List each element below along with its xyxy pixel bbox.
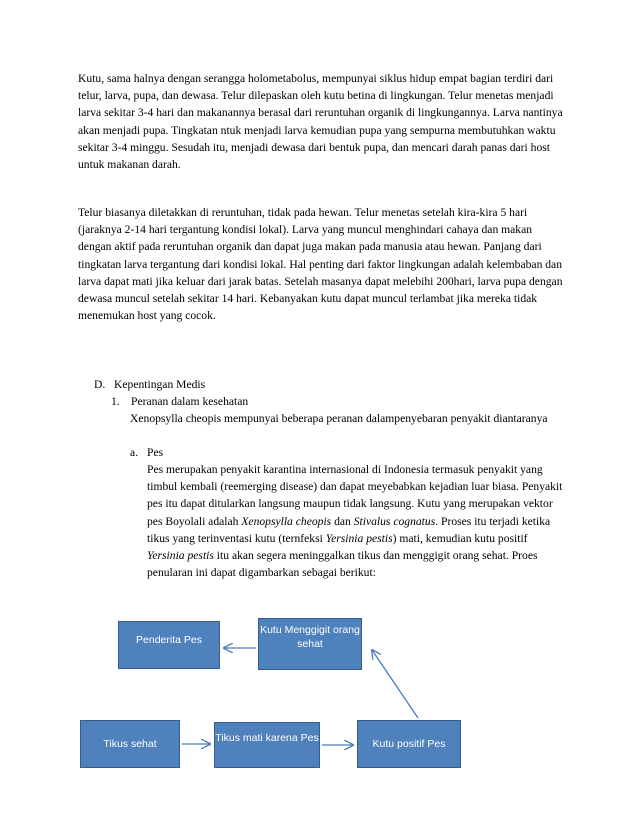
species-xenopsylla: Xenopsylla cheopis bbox=[241, 514, 332, 528]
box-kutu-positif: Kutu positif Pes bbox=[357, 720, 461, 768]
subsection-description: Xenopsylla cheopis mempunyai beberapa peranan dalampenyebaran penyakit diantaranya bbox=[130, 412, 548, 425]
paragraph-life-cycle: Kutu, sama halnya dengan serangga holometabolus, mempunyai siklus hidup empat bagian terdiri dari telur, larva, pupa, dan dewasa. Telur dilepaskan oleh kutu betina di lingkungan. Telur menetas menjadi larva sekitar 3-4 hari dan makanannya berasal dari reruntuhan organik di lingkungannya. Larva nantinya akan menjadi pupa. Tingkatan ntuk menjadi larva kemudian pupa yang sempurna membutuhkan waktu sekitar 3-4 minggu. Sesudah itu, menjadi dewasa dari bentuk pupa, dan mencari darah panas dari host untuk makanan darah. bbox=[78, 72, 563, 172]
box-penderita-pes: Penderita Pes bbox=[118, 621, 220, 669]
pes-text-1: Pes merupakan penyakit karantina internasional di Indonesia termasuk penyakit yang timbul kembali (reemerging disease) dan dapat meyebabkan kejadian luar biasa. Penyakit pes itu dapat ditularkan langsung maupun tidak langsung. Kutu yang merupakan vektor pes Boyolali adalah bbox=[147, 463, 563, 528]
subsection-marker: 1. bbox=[111, 395, 120, 408]
pes-text-2: dan bbox=[331, 514, 354, 528]
arrow-kutu-positif-to-kutu-menggigit bbox=[372, 650, 418, 718]
species-yersinia-2: Yersinia pestis bbox=[147, 549, 214, 563]
box-tikus-sehat: Tikus sehat bbox=[80, 720, 180, 768]
pes-text-5: itu akan segera meninggalkan tikus dan menggigit orang sehat. Proes penularan ini dapat digambarkan sebagai berikut: bbox=[147, 549, 538, 580]
paragraph-egg-development: Telur biasanya diletakkan di reruntuhan, tidak pada hewan. Telur menetas setelah kira-kira 5 hari (jaraknya 2-14 hari tergantung kondisi lokal). Larva yang muncul menghindari cahaya dan makan dengan aktif pada reruntuhan organik dan dapat juga makan pada manusia atau hewan. Panjang dari tingkatan larva tergantung dari kondisi lokal. Hal penting dari faktor lingkungan adalah kelembaban dan larva dapat mati jika keluar dari jarak batas. Setelah masanya dapat melebihi 200hari, larva pupa dengan dewasa muncul setelah sekitar 14 hari. Kebanyakan kutu dapat muncul terlambat jika mereka tidak menemukan host yang cocok. bbox=[78, 206, 563, 323]
box-kutu-menggigit: Kutu Menggigit orang sehat bbox=[258, 618, 362, 670]
item-marker: a. bbox=[130, 446, 139, 459]
pes-text-4: ) mati, kemudian kutu positif bbox=[392, 531, 528, 545]
subsection-title: Peranan dalam kesehatan bbox=[131, 395, 249, 408]
box-tikus-mati: Tikus mati karena Pes bbox=[214, 722, 320, 768]
species-yersinia-1: Yersinia pestis bbox=[325, 531, 393, 545]
species-stivalus: Stivalus cognatus bbox=[353, 514, 436, 528]
section-title: Kepentingan Medis bbox=[114, 378, 206, 391]
pes-text-3: . Proses itu terjadi ketika tikus yang terinventasi kutu (ternfeksi bbox=[147, 514, 551, 545]
item-title: Pes bbox=[147, 446, 164, 459]
section-marker: D. bbox=[94, 378, 106, 391]
